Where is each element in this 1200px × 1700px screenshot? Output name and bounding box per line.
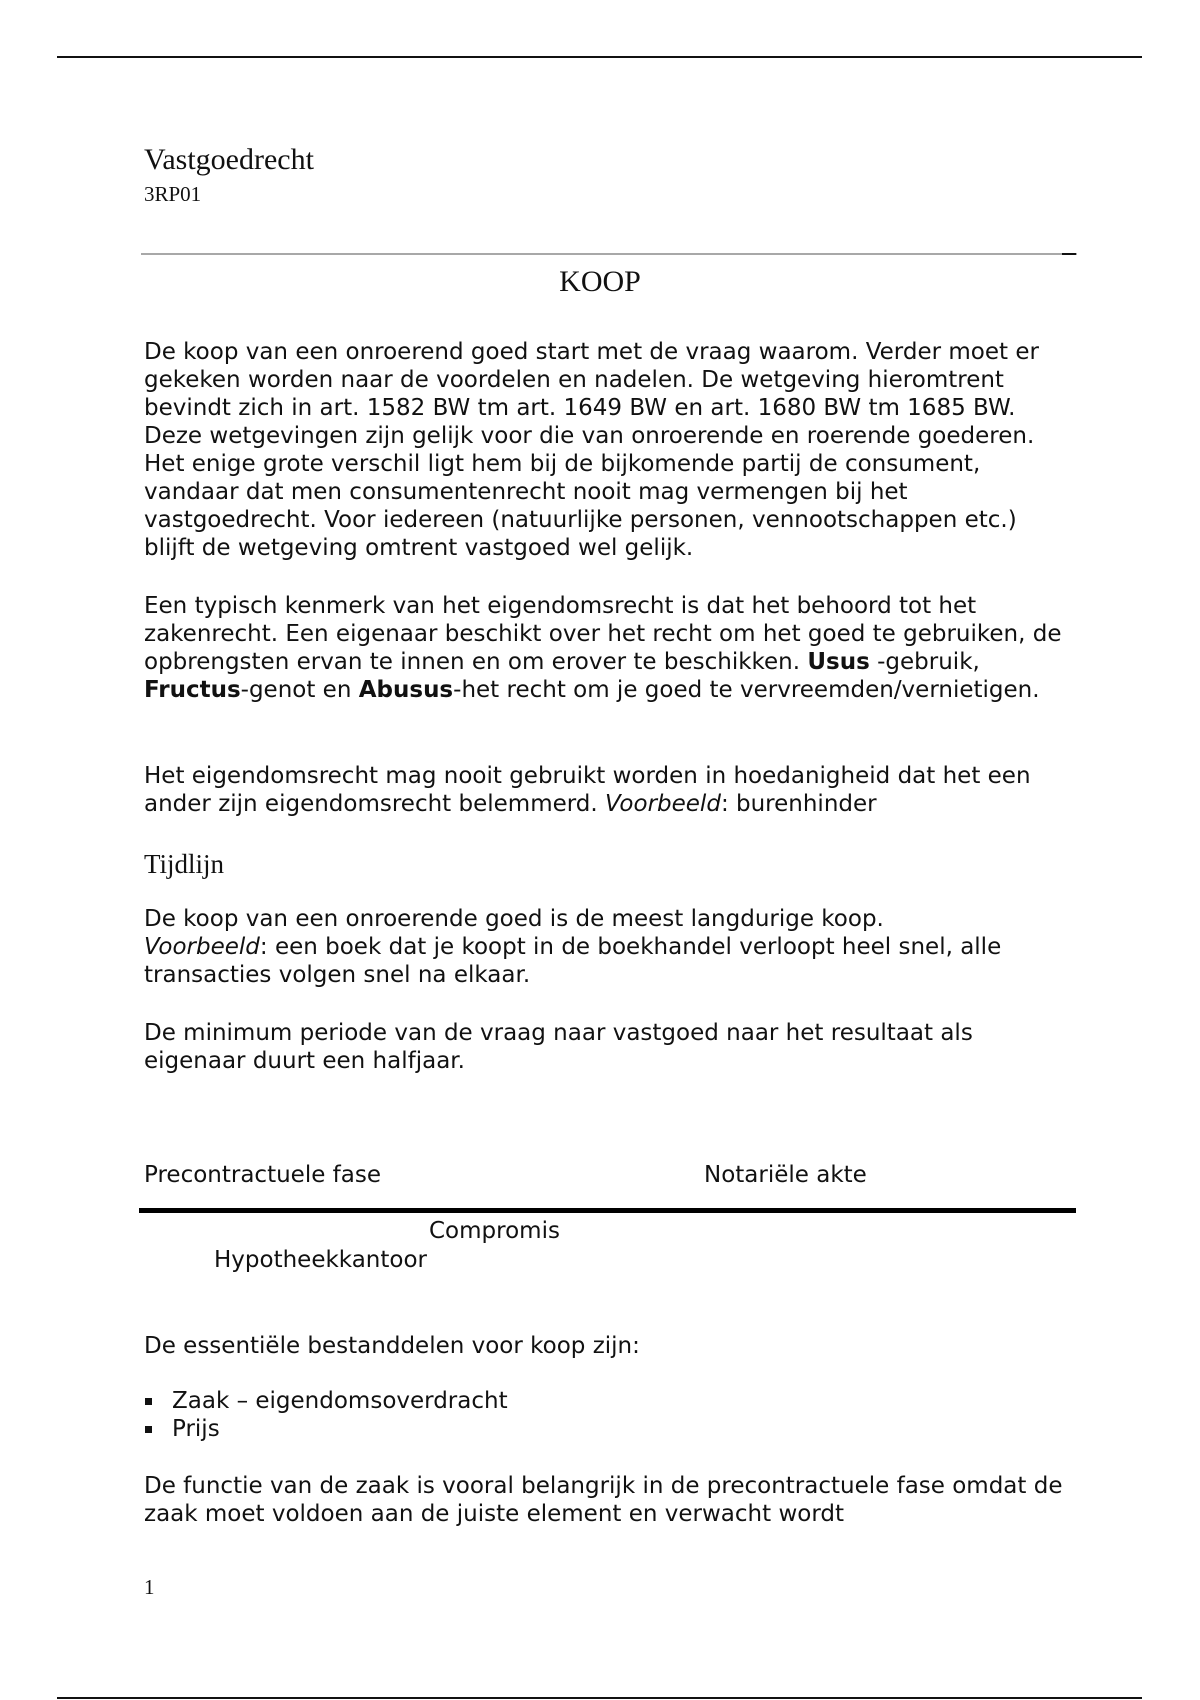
- paragraph-eigendomsrecht-text: Een typisch kenmerk van het eigendomsrecht is dat het behoord tot het zakenrecht. Een eigenaar beschikt over het recht om het goed te gebruiken, de opbrengsten ervan te innen en om erover te beschikken.: [144, 593, 1062, 675]
- paragraph-burenhinder-text: Het eigendomsrecht mag nooit gebruikt worden in hoedanigheid dat het een ander zijn eigendomsrecht belemmerd.: [144, 763, 1031, 817]
- header-divider: [141, 253, 1077, 255]
- section-title: KOOP: [559, 265, 641, 298]
- bullet-icon: [145, 1398, 152, 1405]
- header-divider-end: [1062, 253, 1076, 255]
- paragraph-intro: De koop van een onroerend goed start met de vraag waarom. Verder moet er gekeken worden naar de voordelen en nadelen. De wetgeving hieromtrent bevindt zich in art. 1582 BW tm art. 1649 BW en art. 1680 BW tm 1685 BW. Deze wetgevingen zijn gelijk voor die van onroerende en roerende goederen. Het enige grote verschil ligt hem bij de bijkomende partij de consument, vandaar dat men consumentenrecht nooit mag vermengen bij het vastgoedrecht. Voor iedereen (natuurlijke personen, vennootschappen etc.) blijft de wetgeving omtrent vastgoed wel gelijk.: [144, 339, 1039, 561]
- example-text: : burenhinder: [720, 791, 877, 817]
- page-bottom-rule: [57, 1697, 1142, 1699]
- example-text: : een boek dat je koopt in de boekhandel verloopt heel snel, alle transacties volgen snel na elkaar.: [144, 934, 1002, 988]
- paragraph-langdurige-koop: [144, 905, 1074, 989]
- timeline-label-compromis: Compromis: [429, 1218, 560, 1244]
- term-abusus: Abusus: [358, 677, 454, 703]
- timeline-label-notariele-akte: Notariële akte: [704, 1162, 867, 1188]
- term-abusus-text: -het recht om je goed te vervreemden/vernietigen.: [453, 677, 1040, 703]
- document-title: Vastgoedrecht: [144, 143, 314, 176]
- list-item-text: Zaak – eigendomsoverdracht: [172, 1388, 508, 1414]
- term-usus: Usus: [807, 649, 870, 675]
- timeline-label-hypotheekkantoor: Hypotheekkantoor: [214, 1247, 427, 1273]
- paragraph-burenhinder: [144, 762, 1074, 818]
- list-item-text: Prijs: [172, 1416, 220, 1442]
- paragraph-minimum-periode: De minimum periode van de vraag naar vastgoed naar het resultaat als eigenaar duurt een halfjaar.: [144, 1020, 973, 1074]
- subheading-tijdlijn: Tijdlijn: [144, 849, 225, 879]
- paragraph-eigendomsrecht: [144, 592, 1074, 704]
- paragraph-langdurige-koop-text: De koop van een onroerende goed is de meest langdurige koop.: [144, 906, 884, 932]
- paragraph-functie-zaak: De functie van de zaak is vooral belangrijk in de precontractuele fase omdat de zaak moet voldoen aan de juiste element en verwacht wordt: [144, 1473, 1063, 1527]
- bullet-icon: [145, 1426, 152, 1433]
- timeline-label-precontractueel: Precontractuele fase: [144, 1162, 381, 1188]
- paragraph-bestanddelen: De essentiële bestanddelen voor koop zijn:: [144, 1333, 640, 1359]
- example-label: Voorbeeld: [144, 934, 260, 960]
- example-label: Voorbeeld: [605, 791, 721, 817]
- page-top-rule: [57, 56, 1142, 58]
- course-code: 3RP01: [144, 182, 202, 206]
- term-usus-text: -gebruik,: [869, 649, 980, 675]
- list-item: [144, 1415, 508, 1443]
- timeline-line: [139, 1208, 1076, 1213]
- bullet-list: [144, 1387, 508, 1443]
- term-fructus-text: -genot en: [240, 677, 359, 703]
- page-number: 1: [144, 1575, 155, 1599]
- term-fructus: Fructus: [144, 677, 241, 703]
- list-item: [144, 1387, 508, 1415]
